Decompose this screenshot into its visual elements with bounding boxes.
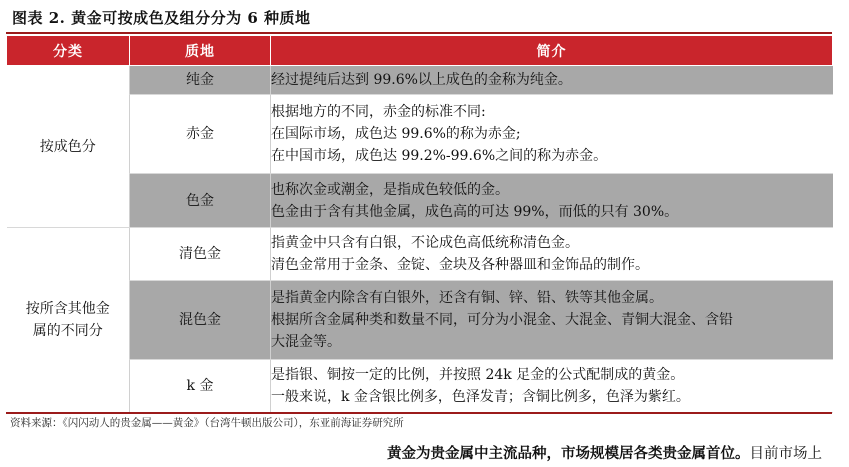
description-line: 根据地方的不同，赤金的标准不同: [271,104,486,120]
description-line: 是指银、铜按一定的比例，并按照 24k 足金的公式配制成的黄金。 [271,367,685,383]
table-row [7,174,833,228]
body-paragraph [387,444,822,464]
description-line: 根据所含金属种类和数量不同，可分为小混金、大混金、青铜大混金、含铅 [271,312,733,328]
description-line: 经过提纯后达到 99.6%以上成色的金称为纯金。 [271,72,572,88]
title-divider [6,32,832,34]
header-description: 简介 [271,36,833,66]
description-line: 色金由于含有其他金属，成色高的可达 99%，而低的只有 30%。 [271,203,679,220]
description-line: 是指黄金内除含有白银外，还含有铜、锌、铅、铁等其他金属。 [271,290,663,306]
description-line: 也称次金或潮金，是指成色较低的金。 [271,181,509,198]
description-cell [271,66,833,95]
quality-cell: 赤金 [130,95,271,174]
description-cell [271,174,833,228]
table-row [7,228,833,281]
body-normal-text: 目前市场上 [749,446,822,462]
category-label: 按成色分 [39,138,96,155]
category-cell [7,228,130,413]
table-bottom-divider [6,412,832,414]
gold-quality-table [6,35,833,413]
category-label: 属的不同分 [32,323,103,339]
body-bold-text: 黄金为贵金属中主流品种，市场规模居各类贵金属首位。 [387,445,750,462]
table-row [7,360,833,413]
description-line: 在国际市场，成色达 99.6%的称为赤金; [271,126,521,142]
category-label: 按所含其他金 [25,301,110,317]
description-line: 清色金常用于金条、金锭、金块及各种器皿和金饰品的制作。 [271,257,649,273]
description-line: 在中国市场，成色达 99.2%-99.6%之间的称为赤金。 [271,148,608,164]
quality-cell: 清色金 [130,228,271,281]
header-quality: 质地 [130,36,271,66]
table-row [7,95,833,174]
description-cell [271,95,833,174]
table-row [7,66,833,95]
quality-cell: 纯金 [130,66,271,95]
quality-cell: 色金 [130,174,271,228]
quality-cell: 混色金 [130,281,271,360]
category-cell [7,66,130,228]
description-cell [271,228,833,281]
description-line: 大混金等。 [271,334,341,350]
source-note: 资料来源：《闪闪动人的贵金属——黄金》（台湾牛顿出版公司），东亚前海证券研究所 [10,417,404,429]
description-cell [271,281,833,360]
quality-cell: k 金 [130,360,271,413]
table-header-row [7,36,833,66]
description-line: 一般来说，k 金含银比例多，色泽发青；含铜比例多，色泽为紫红。 [271,389,690,405]
figure-title: 图表 2. 黄金可按成色及组分分为 6 种质地 [12,9,311,27]
header-category: 分类 [7,36,130,66]
description-line: 指黄金中只含有白银，不论成色高低统称清色金。 [271,235,579,251]
table-row [7,281,833,360]
description-cell [271,360,833,413]
